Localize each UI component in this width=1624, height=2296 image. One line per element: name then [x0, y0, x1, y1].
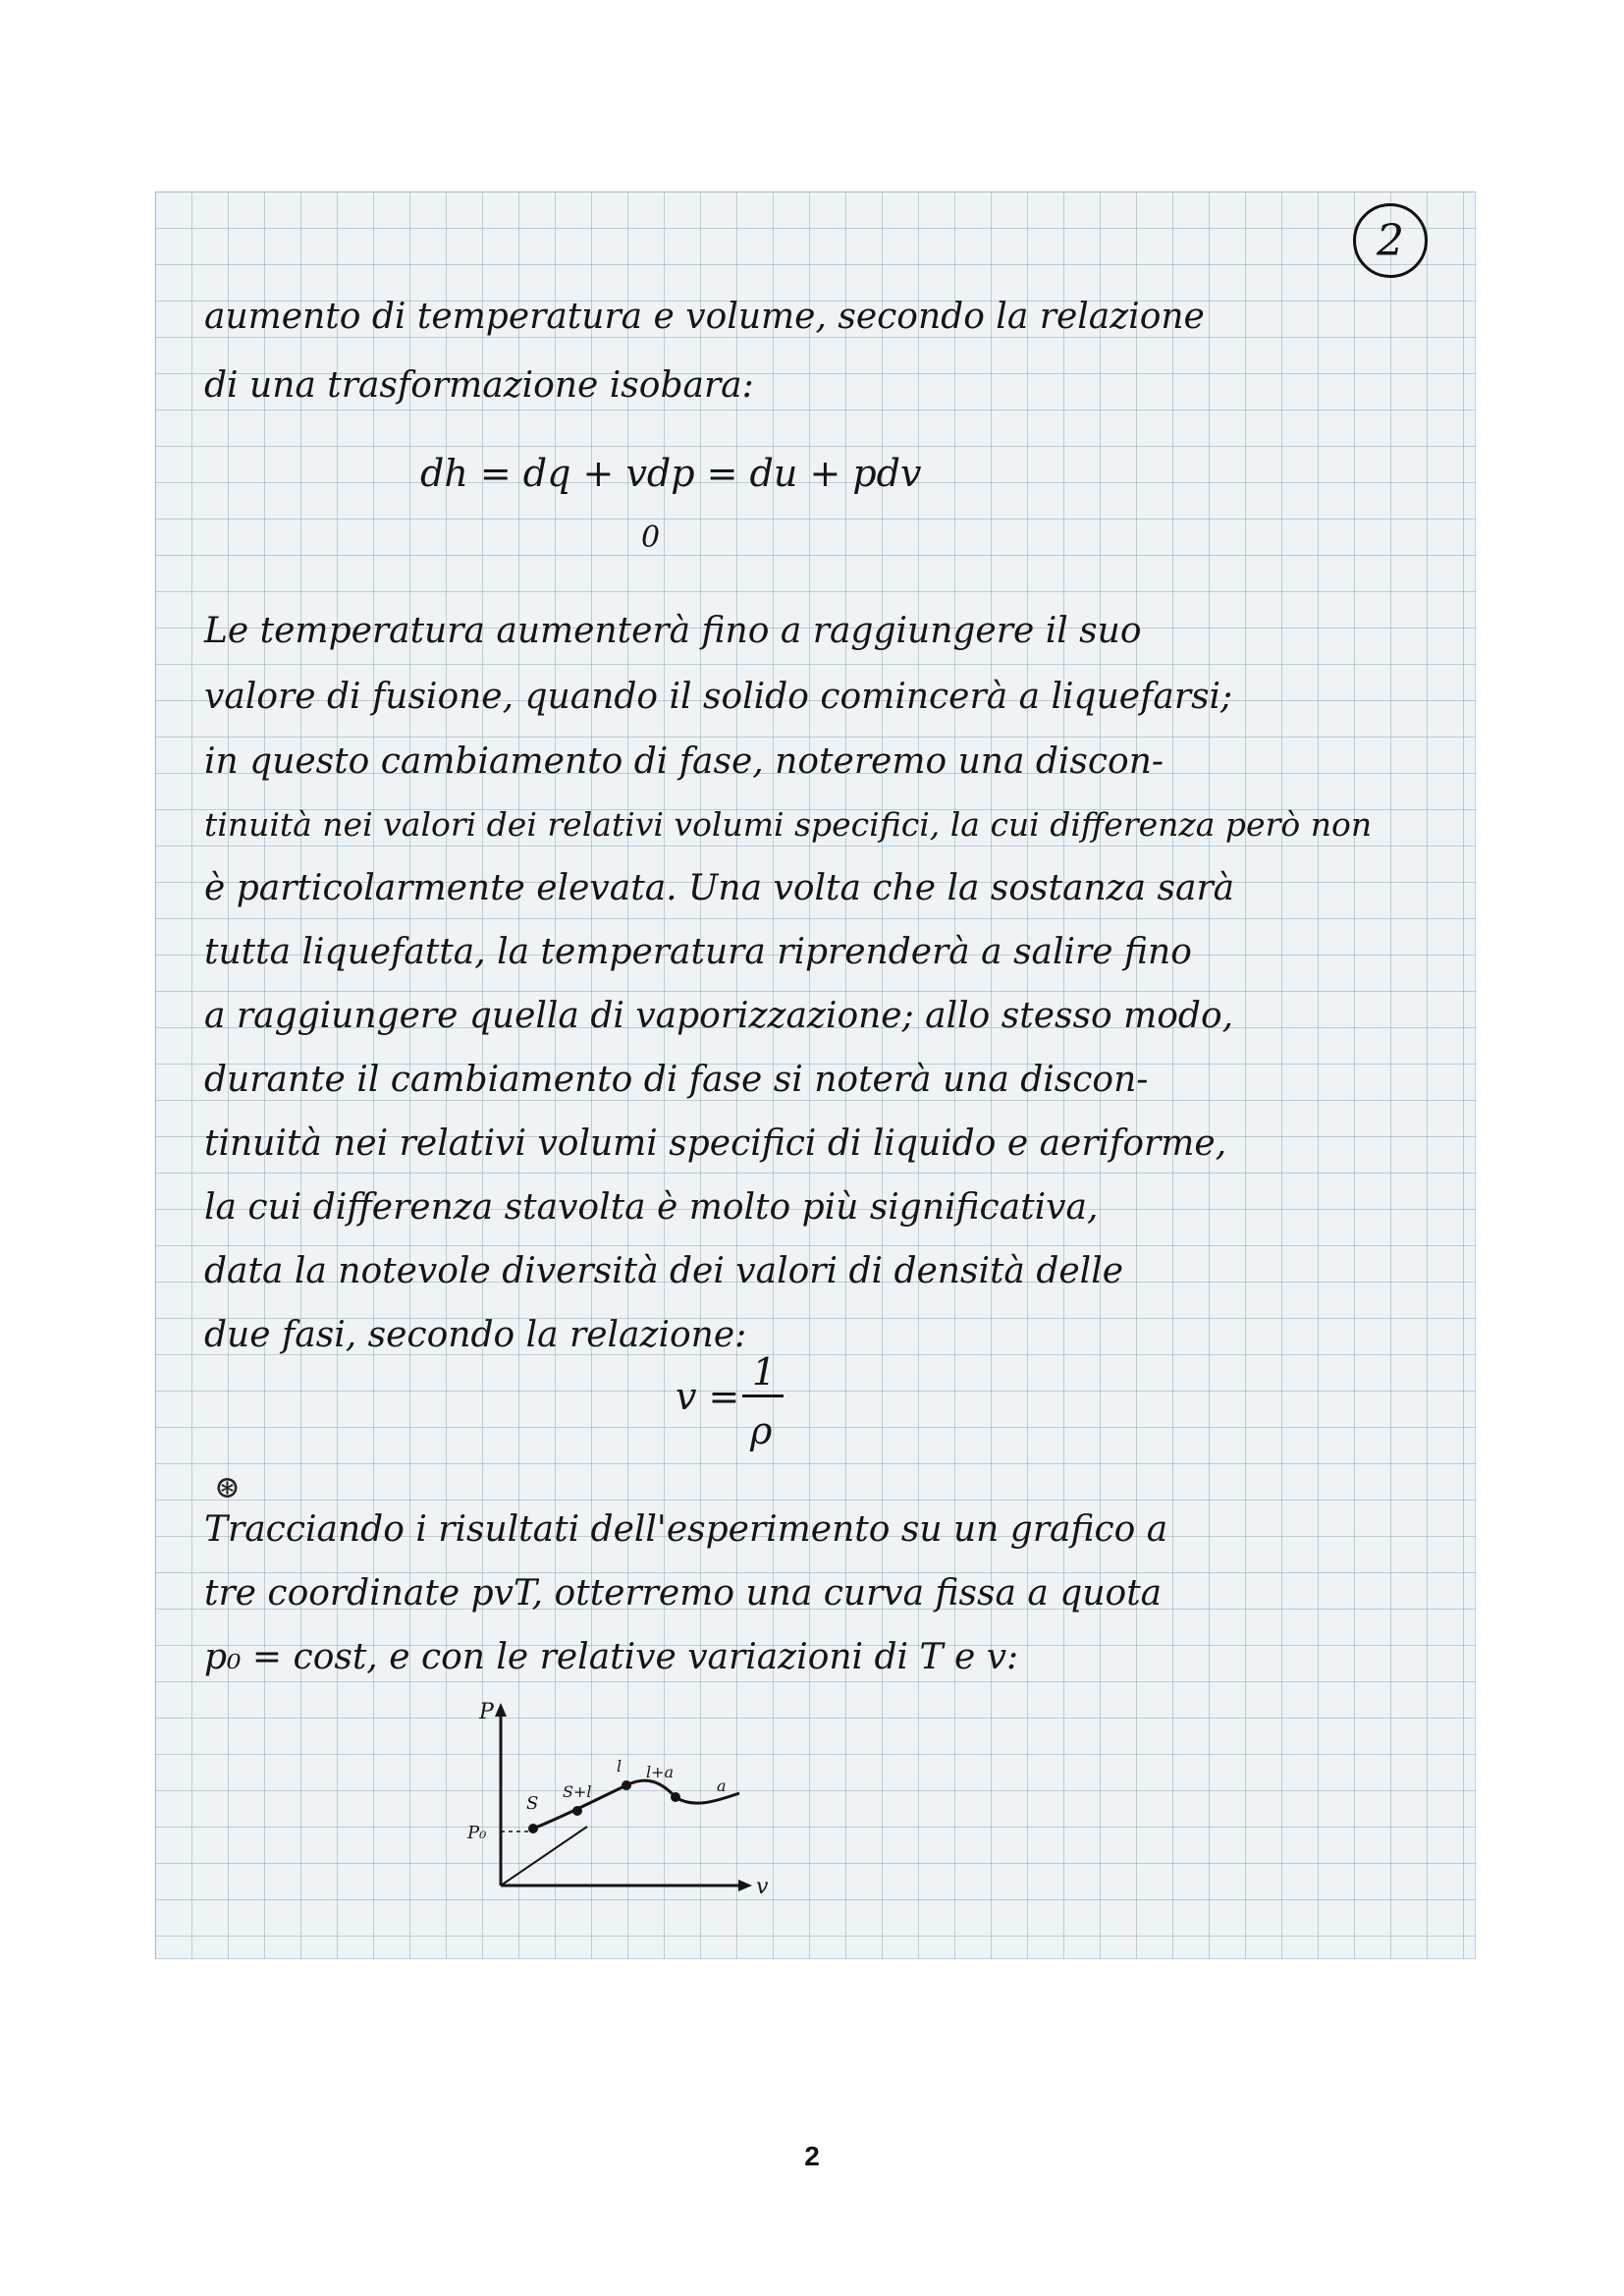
- volume-equation-numerator: 1: [752, 1350, 777, 1394]
- handwritten-line-10: durante il cambiamento di fase si noterà una discon-: [204, 1060, 1149, 1100]
- handwritten-line-9: a raggiungere quella di vaporizzazione; allo stesso modo,: [204, 996, 1234, 1036]
- v-axis-arrow: [738, 1880, 752, 1891]
- handwritten-line-12: la cui differenza stavolta è molto più significativa,: [204, 1187, 1099, 1228]
- enthalpy-equation: dh = dq + vdp = du + pdv: [420, 452, 922, 495]
- p-axis-arrow: [495, 1703, 507, 1717]
- handwritten-line-8: tutta liquefatta, la temperatura riprenderà a salire fino: [204, 932, 1192, 972]
- handwritten-line-17: p₀ = cost, e con le relative variazioni di T e v:: [204, 1637, 1019, 1677]
- handwritten-line-7: è particolarmente elevata. Una volta che la sostanza sarà: [204, 868, 1235, 908]
- point-liquid: [622, 1780, 631, 1790]
- footer-page-number: 2: [804, 2141, 820, 2171]
- point-solid-liquid: [572, 1806, 582, 1816]
- handwritten-line-3: Le temperatura aumenterà fino a raggiungere il suo: [204, 611, 1142, 651]
- p0-label: P₀: [467, 1823, 487, 1843]
- handwritten-line-5: in questo cambiamento di fase, noteremo una discon-: [204, 741, 1164, 782]
- handwritten-line-13: data la notevole diversità dei valori di densità delle: [204, 1251, 1124, 1291]
- origin-line: [501, 1827, 587, 1886]
- fraction-bar: [742, 1394, 784, 1397]
- circled-page-number: [1353, 203, 1428, 278]
- circled-page-number-value: 2: [1377, 215, 1404, 266]
- handwritten-line-4: valore di fusione, quando il solido comincerà a liquefarsi;: [204, 677, 1233, 717]
- label-l: l: [617, 1757, 623, 1776]
- label-s: S: [526, 1793, 539, 1814]
- label-a: a: [717, 1777, 727, 1795]
- handwritten-line-6: tinuità nei valori dei relativi volumi specifici, la cui differenza però non: [204, 805, 1373, 844]
- label-s-l: S+l: [563, 1782, 592, 1801]
- handwritten-line-14: due fasi, secondo la relazione:: [204, 1315, 747, 1355]
- point-liquid-gas: [671, 1792, 680, 1802]
- pv-sketch: [460, 1699, 793, 1905]
- handwritten-line-16: tre coordinate pvT, otterremo una curva fissa a quota: [204, 1573, 1163, 1613]
- handwritten-line-1: aumento di temperatura e volume, secondo la relazione: [204, 297, 1205, 337]
- p-axis-label: P: [479, 1700, 494, 1724]
- v-axis-label: v: [756, 1875, 769, 1899]
- enthalpy-zero-note: 0: [641, 520, 661, 555]
- star-mark: ⊛: [214, 1468, 241, 1505]
- volume-equation-denominator: ρ: [750, 1409, 773, 1452]
- handwritten-line-2: di una trasformazione isobara:: [204, 365, 754, 406]
- volume-equation-lhs: v =: [676, 1375, 740, 1418]
- handwritten-line-15: Tracciando i risultati dell'esperimento su un grafico a: [204, 1509, 1168, 1550]
- label-l-a: l+a: [646, 1763, 675, 1781]
- handwritten-line-11: tinuità nei relativi volumi specifici di liquido e aeriforme,: [204, 1123, 1227, 1164]
- point-solid: [528, 1824, 538, 1833]
- graph-paper-sheet: [155, 191, 1476, 1959]
